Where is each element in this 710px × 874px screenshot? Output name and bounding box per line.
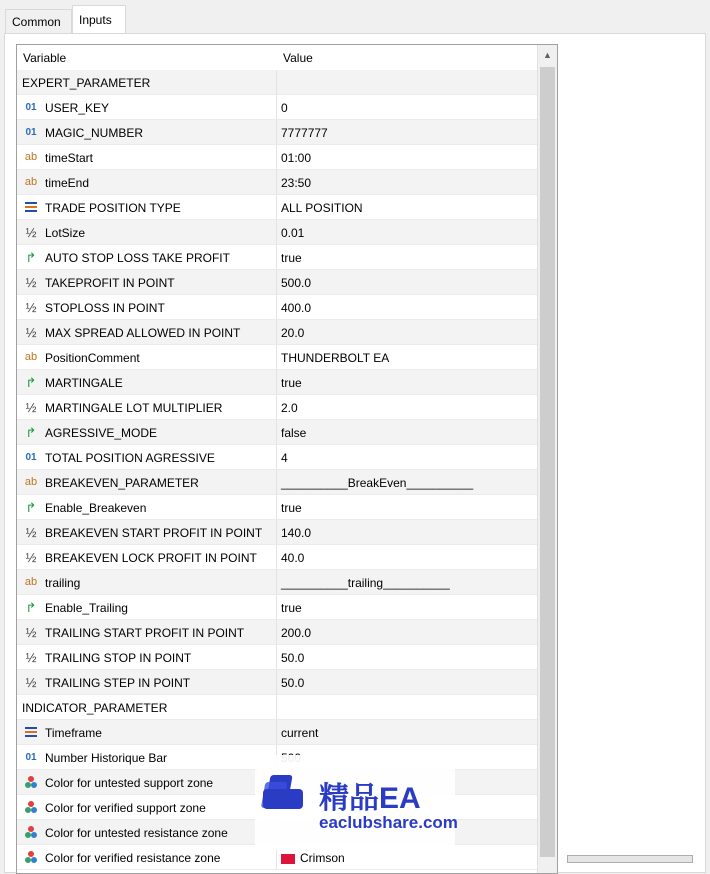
double-icon: ½ [25, 225, 37, 240]
group-row[interactable] [17, 695, 537, 720]
table-row[interactable] [17, 395, 537, 420]
table-row[interactable] [17, 670, 537, 695]
table-row[interactable] [17, 570, 537, 595]
integer-icon: 01 [25, 102, 37, 113]
variable-value[interactable]: 50.0 [281, 651, 305, 665]
double-icon: ½ [25, 625, 37, 640]
column-header-variable[interactable]: Variable [23, 51, 67, 65]
variable-value[interactable]: 400.0 [281, 301, 312, 315]
variable-name: timeStart [45, 151, 94, 165]
string-icon: ab [24, 351, 38, 363]
variable-value[interactable]: 200.0 [281, 626, 312, 640]
column-separator [276, 295, 277, 320]
column-separator [276, 670, 277, 695]
variable-name: BREAKEVEN_PARAMETER [45, 476, 199, 490]
variable-value[interactable]: 20.0 [281, 326, 305, 340]
variable-name: TRAILING START PROFIT IN POINT [45, 626, 245, 640]
table-row[interactable] [17, 545, 537, 570]
variable-name: LotSize [45, 226, 86, 240]
variable-value[interactable]: 40.0 [281, 551, 305, 565]
table-row[interactable] [17, 270, 537, 295]
table-row[interactable] [17, 170, 537, 195]
variable-value[interactable]: __________BreakEven__________ [281, 476, 474, 490]
variable-name: BREAKEVEN START PROFIT IN POINT [45, 526, 263, 540]
column-separator [276, 470, 277, 495]
table-row[interactable] [17, 320, 537, 345]
column-separator [276, 520, 277, 545]
tab-bar [0, 0, 710, 34]
table-row[interactable] [17, 620, 537, 645]
table-row[interactable] [17, 245, 537, 270]
column-separator [276, 370, 277, 395]
inputs-grid [16, 44, 558, 874]
variable-name: AGRESSIVE_MODE [45, 426, 158, 440]
double-icon: ½ [25, 325, 37, 340]
color-icon [23, 825, 39, 840]
vertical-scrollbar[interactable] [537, 45, 557, 874]
watermark [255, 755, 458, 850]
table-row[interactable] [17, 220, 537, 245]
column-separator [276, 620, 277, 645]
double-icon: ½ [25, 525, 37, 540]
variable-name: MARTINGALE LOT MULTIPLIER [45, 401, 223, 415]
table-row[interactable] [17, 495, 537, 520]
table-row[interactable] [17, 120, 537, 145]
boolean-icon: ↱ [25, 250, 37, 265]
scroll-thumb[interactable] [540, 67, 555, 857]
table-row[interactable] [17, 595, 537, 620]
variable-name: BREAKEVEN LOCK PROFIT IN POINT [45, 551, 257, 565]
string-icon: ab [24, 151, 38, 163]
variable-name: USER_KEY [45, 101, 110, 115]
variable-name: MAGIC_NUMBER [45, 126, 144, 140]
double-icon: ½ [25, 300, 37, 315]
enum-icon [23, 200, 39, 215]
boolean-icon: ↱ [25, 500, 37, 515]
variable-name: Color for verified resistance zone [45, 851, 221, 865]
variable-value[interactable]: 0.01 [281, 226, 305, 240]
variable-value[interactable]: THUNDERBOLT EA [281, 351, 390, 365]
variable-name: PositionComment [45, 351, 140, 365]
variable-name: trailing [45, 576, 81, 590]
variable-name: TRADE POSITION TYPE [45, 201, 181, 215]
variable-value[interactable]: true [281, 501, 302, 515]
variable-value[interactable]: 7777777 [281, 126, 328, 140]
table-row[interactable] [17, 195, 537, 220]
variable-name: Enable_Breakeven [45, 501, 147, 515]
tab-common[interactable]: Common [5, 9, 72, 33]
row-divider [17, 869, 537, 870]
column-separator [276, 545, 277, 570]
table-row[interactable] [17, 470, 537, 495]
boolean-icon: ↱ [25, 600, 37, 615]
column-separator [276, 120, 277, 145]
variable-name: EXPERT_PARAMETER [22, 76, 151, 90]
variable-value[interactable]: true [281, 601, 302, 615]
column-header-value[interactable]: Value [283, 51, 313, 65]
variable-value[interactable]: ALL POSITION [281, 201, 363, 215]
variable-value[interactable]: true [281, 251, 302, 265]
variable-value[interactable]: 0 [281, 101, 288, 115]
table-row[interactable] [17, 420, 537, 445]
column-separator [276, 145, 277, 170]
boolean-icon: ↱ [25, 375, 37, 390]
table-row[interactable] [17, 520, 537, 545]
color-icon [23, 850, 39, 865]
group-row[interactable] [17, 70, 537, 95]
variable-value[interactable] [281, 851, 345, 865]
variable-name: AUTO STOP LOSS TAKE PROFIT [45, 251, 230, 265]
table-row[interactable] [17, 645, 537, 670]
double-icon: ½ [25, 400, 37, 415]
column-separator [276, 570, 277, 595]
tab-inputs[interactable]: Inputs [72, 5, 126, 34]
watermark-logo-icon [261, 773, 307, 815]
column-separator [276, 245, 277, 270]
column-separator [276, 170, 277, 195]
variable-name: MAX SPREAD ALLOWED IN POINT [45, 326, 241, 340]
column-separator [276, 420, 277, 445]
string-icon: ab [24, 476, 38, 488]
watermark-title: 精品EA [319, 782, 421, 815]
variable-value[interactable]: 01:00 [281, 151, 312, 165]
integer-icon: 01 [25, 452, 37, 463]
variable-name: Number Historique Bar [45, 751, 168, 765]
ok-button[interactable] [567, 855, 693, 863]
string-icon: ab [24, 176, 38, 188]
variable-name: INDICATOR_PARAMETER [22, 701, 168, 715]
variable-value[interactable]: 2.0 [281, 401, 298, 415]
column-separator [276, 645, 277, 670]
variable-value[interactable]: 50.0 [281, 676, 305, 690]
watermark-site: eaclubshare.com [319, 813, 458, 832]
column-separator [276, 345, 277, 370]
double-icon: ½ [25, 275, 37, 290]
color-icon [23, 800, 39, 815]
variable-value[interactable]: 4 [281, 451, 288, 465]
variable-value[interactable]: current [281, 726, 319, 740]
variable-value[interactable]: __________trailing__________ [281, 576, 450, 590]
variable-value[interactable]: 500.0 [281, 276, 312, 290]
column-separator [276, 70, 277, 95]
column-separator [276, 395, 277, 420]
variable-value[interactable]: true [281, 376, 302, 390]
scroll-up-arrow-icon[interactable]: ▲ [543, 50, 552, 60]
variable-name: TOTAL POSITION AGRESSIVE [45, 451, 215, 465]
table-row[interactable] [17, 345, 537, 370]
variable-name: Color for untested resistance zone [45, 826, 228, 840]
color-swatch [281, 854, 295, 864]
column-separator [276, 195, 277, 220]
double-icon: ½ [25, 550, 37, 565]
boolean-icon: ↱ [25, 425, 37, 440]
variable-name: Color for untested support zone [45, 776, 214, 790]
variable-name: timeEnd [45, 176, 90, 190]
table-row[interactable] [17, 445, 537, 470]
variable-value[interactable]: false [281, 426, 307, 440]
variable-name: TRAILING STOP IN POINT [45, 651, 192, 665]
column-separator [276, 695, 277, 720]
column-separator [276, 495, 277, 520]
variable-name: Timeframe [45, 726, 102, 740]
enum-icon [23, 725, 39, 740]
variable-name: TRAILING STEP IN POINT [45, 676, 191, 690]
integer-icon: 01 [25, 752, 37, 763]
variable-value[interactable]: 23:50 [281, 176, 312, 190]
string-icon: ab [24, 576, 38, 588]
variable-name: MARTINGALE [45, 376, 123, 390]
variable-value[interactable]: 140.0 [281, 526, 312, 540]
column-separator [276, 270, 277, 295]
column-separator [276, 95, 277, 120]
column-separator [276, 220, 277, 245]
grid-header [17, 45, 537, 70]
color-icon [23, 775, 39, 790]
column-separator [276, 720, 277, 745]
variable-name: Color for verified support zone [45, 801, 206, 815]
integer-icon: 01 [25, 127, 37, 138]
variable-name: Enable_Trailing [45, 601, 128, 615]
variable-name: STOPLOSS IN POINT [45, 301, 165, 315]
column-separator [276, 595, 277, 620]
table-row[interactable] [17, 295, 537, 320]
color-name: Crimson [300, 851, 345, 865]
variable-name: TAKEPROFIT IN POINT [45, 276, 175, 290]
double-icon: ½ [25, 650, 37, 665]
table-row[interactable] [17, 720, 537, 745]
double-icon: ½ [25, 675, 37, 690]
column-separator [276, 445, 277, 470]
table-row[interactable] [17, 370, 537, 395]
table-row[interactable] [17, 145, 537, 170]
column-separator [276, 320, 277, 345]
table-row[interactable] [17, 95, 537, 120]
